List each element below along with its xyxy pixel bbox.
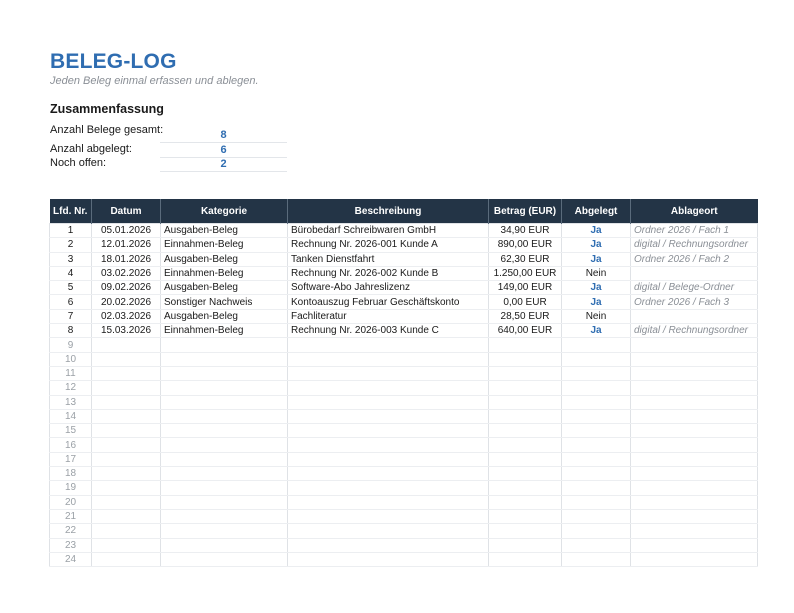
cell-ablageort[interactable] [631,338,758,352]
cell-ablageort[interactable]: digital / Belege-Ordner [631,281,758,295]
cell-abgelegt[interactable] [562,481,631,495]
cell-ablageort[interactable] [631,524,758,538]
table-row-empty [50,538,758,552]
cell-nr[interactable]: 11 [50,366,92,380]
cell-beschreibung[interactable] [288,552,489,566]
cell-nr[interactable]: 9 [50,338,92,352]
summary-row-total [50,124,287,141]
cell-beschreibung[interactable]: Fachliteratur [288,309,489,323]
cell-betrag[interactable]: 1.250,00 EUR [489,266,562,280]
cell-ablageort[interactable] [631,438,758,452]
summary-label: Noch offen: [50,157,107,169]
cell-nr[interactable]: 21 [50,509,92,523]
cell-nr[interactable]: 2 [50,238,92,252]
table-row [50,324,758,338]
cell-datum[interactable] [92,424,161,438]
cell-datum[interactable]: 15.03.2026 [92,324,161,338]
cell-abgelegt[interactable] [562,395,631,409]
cell-kategorie[interactable]: Ausgaben-Beleg [161,252,288,266]
cell-kategorie[interactable]: Einnahmen-Beleg [161,238,288,252]
cell-beschreibung[interactable] [288,366,489,380]
table-row [50,252,758,266]
cell-beschreibung[interactable] [288,409,489,423]
cell-betrag[interactable] [489,424,562,438]
cell-kategorie[interactable] [161,381,288,395]
cell-abgelegt[interactable]: Ja [562,252,631,266]
cell-betrag[interactable]: 62,30 EUR [489,252,562,266]
cell-kategorie[interactable] [161,366,288,380]
cell-betrag[interactable] [489,467,562,481]
cell-nr[interactable]: 15 [50,424,92,438]
cell-abgelegt[interactable] [562,467,631,481]
column-header-ablageort[interactable]: Ablageort [631,199,758,224]
cell-betrag[interactable]: 640,00 EUR [489,324,562,338]
column-header-beschreibung[interactable]: Beschreibung [288,199,489,224]
table-row [50,281,758,295]
cell-betrag[interactable] [489,524,562,538]
table-row [50,238,758,252]
cell-kategorie[interactable] [161,495,288,509]
cell-datum[interactable] [92,381,161,395]
cell-ablageort[interactable] [631,495,758,509]
cell-beschreibung[interactable] [288,538,489,552]
cell-ablageort[interactable] [631,509,758,523]
cell-abgelegt[interactable] [562,366,631,380]
cell-betrag[interactable]: 149,00 EUR [489,281,562,295]
cell-ablageort[interactable] [631,409,758,423]
table-row-empty [50,495,758,509]
cell-ablageort[interactable] [631,352,758,366]
cell-kategorie[interactable]: Ausgaben-Beleg [161,281,288,295]
cell-datum[interactable] [92,481,161,495]
cell-betrag[interactable] [489,352,562,366]
cell-datum[interactable]: 09.02.2026 [92,281,161,295]
cell-ablageort[interactable] [631,552,758,566]
table-row-empty [50,438,758,452]
cell-betrag[interactable]: 0,00 EUR [489,295,562,309]
cell-beschreibung[interactable] [288,424,489,438]
cell-kategorie[interactable] [161,452,288,466]
cell-ablageort[interactable] [631,266,758,280]
cell-abgelegt[interactable]: Nein [562,266,631,280]
cell-betrag[interactable] [489,381,562,395]
cell-datum[interactable]: 20.02.2026 [92,295,161,309]
table-row-empty [50,524,758,538]
cell-beschreibung[interactable]: Rechnung Nr. 2026-001 Kunde A [288,238,489,252]
cell-nr[interactable]: 23 [50,538,92,552]
cell-ablageort[interactable] [631,309,758,323]
cell-datum[interactable] [92,338,161,352]
cell-ablageort[interactable] [631,381,758,395]
cell-datum[interactable]: 03.02.2026 [92,266,161,280]
cell-nr[interactable]: 16 [50,438,92,452]
cell-betrag[interactable] [489,538,562,552]
table-row-empty [50,395,758,409]
cell-nr[interactable]: 6 [50,295,92,309]
cell-kategorie[interactable]: Ausgaben-Beleg [161,224,288,238]
cell-datum[interactable] [92,495,161,509]
cell-betrag[interactable] [489,509,562,523]
cell-kategorie[interactable]: Sonstiger Nachweis [161,295,288,309]
summary-row-filed [50,143,287,157]
cell-betrag[interactable] [489,552,562,566]
table-row-empty [50,338,758,352]
cell-nr[interactable]: 24 [50,552,92,566]
cell-nr[interactable]: 10 [50,352,92,366]
cell-abgelegt[interactable] [562,524,631,538]
cell-ablageort[interactable] [631,452,758,466]
cell-ablageort[interactable]: Ordner 2026 / Fach 2 [631,252,758,266]
cell-datum[interactable]: 12.01.2026 [92,238,161,252]
column-header-betrag[interactable]: Betrag (EUR) [489,199,562,224]
cell-nr[interactable]: 20 [50,495,92,509]
cell-beschreibung[interactable] [288,509,489,523]
column-header-abgelegt[interactable]: Abgelegt [562,199,631,224]
cell-ablageort[interactable]: Ordner 2026 / Fach 1 [631,224,758,238]
cell-betrag[interactable]: 890,00 EUR [489,238,562,252]
cell-kategorie[interactable]: Einnahmen-Beleg [161,324,288,338]
cell-nr[interactable]: 18 [50,467,92,481]
cell-beschreibung[interactable]: Bürobedarf Schreibwaren GmbH [288,224,489,238]
cell-datum[interactable] [92,409,161,423]
cell-beschreibung[interactable]: Rechnung Nr. 2026-003 Kunde C [288,324,489,338]
cell-datum[interactable]: 18.01.2026 [92,252,161,266]
column-header-datum[interactable]: Datum [92,199,161,224]
cell-nr[interactable]: 22 [50,524,92,538]
table-row [50,266,758,280]
cell-beschreibung[interactable] [288,352,489,366]
cell-kategorie[interactable] [161,467,288,481]
cell-kategorie[interactable] [161,352,288,366]
cell-nr[interactable]: 8 [50,324,92,338]
summary-value[interactable]: 2 [160,157,287,172]
cell-nr[interactable]: 7 [50,309,92,323]
table-header-row [50,199,758,224]
receipt-table [49,199,758,567]
cell-ablageort[interactable] [631,481,758,495]
cell-abgelegt[interactable] [562,338,631,352]
cell-kategorie[interactable] [161,509,288,523]
cell-ablageort[interactable] [631,395,758,409]
summary-value[interactable]: 8 [160,128,287,143]
cell-betrag[interactable]: 34,90 EUR [489,224,562,238]
table-row [50,295,758,309]
cell-ablageort[interactable] [631,424,758,438]
cell-beschreibung[interactable] [288,467,489,481]
cell-kategorie[interactable] [161,424,288,438]
cell-betrag[interactable] [489,481,562,495]
cell-abgelegt[interactable] [562,452,631,466]
cell-kategorie[interactable] [161,538,288,552]
cell-abgelegt[interactable]: Ja [562,324,631,338]
cell-kategorie[interactable] [161,395,288,409]
cell-beschreibung[interactable]: Rechnung Nr. 2026-002 Kunde B [288,266,489,280]
cell-datum[interactable] [92,552,161,566]
cell-datum[interactable] [92,509,161,523]
table-row [50,309,758,323]
cell-betrag[interactable] [489,395,562,409]
cell-abgelegt[interactable] [562,409,631,423]
cell-abgelegt[interactable]: Ja [562,238,631,252]
cell-betrag[interactable] [489,338,562,352]
cell-kategorie[interactable] [161,409,288,423]
cell-abgelegt[interactable] [562,495,631,509]
cell-kategorie[interactable] [161,524,288,538]
cell-beschreibung[interactable] [288,495,489,509]
cell-abgelegt[interactable] [562,424,631,438]
cell-nr[interactable]: 13 [50,395,92,409]
column-header-kategorie[interactable]: Kategorie [161,199,288,224]
cell-betrag[interactable] [489,366,562,380]
summary-value[interactable]: 6 [160,143,287,158]
cell-betrag[interactable] [489,495,562,509]
cell-ablageort[interactable] [631,366,758,380]
summary-row-open [50,157,287,171]
summary-label: Anzahl abgelegt: [50,143,132,155]
cell-nr[interactable]: 3 [50,252,92,266]
cell-betrag[interactable]: 28,50 EUR [489,309,562,323]
cell-abgelegt[interactable]: Ja [562,281,631,295]
cell-datum[interactable] [92,352,161,366]
table-row-empty [50,366,758,380]
cell-nr[interactable]: 4 [50,266,92,280]
cell-nr[interactable]: 5 [50,281,92,295]
cell-datum[interactable] [92,395,161,409]
page-subtitle: Jeden Beleg einmal erfassen und ablegen. [50,75,259,87]
cell-nr[interactable]: 12 [50,381,92,395]
cell-datum[interactable]: 05.01.2026 [92,224,161,238]
summary-label: Anzahl Belege gesamt: [50,124,164,136]
cell-betrag[interactable] [489,452,562,466]
page-title: BELEG-LOG [50,50,177,73]
cell-ablageort[interactable] [631,538,758,552]
cell-abgelegt[interactable] [562,538,631,552]
cell-kategorie[interactable] [161,438,288,452]
summary-heading: Zusammenfassung [50,102,164,116]
cell-nr[interactable]: 19 [50,481,92,495]
cell-datum[interactable]: 02.03.2026 [92,309,161,323]
cell-abgelegt[interactable]: Nein [562,309,631,323]
cell-beschreibung[interactable]: Tanken Dienstfahrt [288,252,489,266]
cell-abgelegt[interactable] [562,552,631,566]
cell-datum[interactable] [92,438,161,452]
cell-beschreibung[interactable]: Kontoauszug Februar Geschäftskonto [288,295,489,309]
cell-kategorie[interactable] [161,552,288,566]
cell-abgelegt[interactable]: Ja [562,295,631,309]
cell-kategorie[interactable] [161,481,288,495]
cell-abgelegt[interactable]: Ja [562,224,631,238]
cell-beschreibung[interactable] [288,338,489,352]
cell-betrag[interactable] [489,409,562,423]
cell-abgelegt[interactable] [562,352,631,366]
cell-datum[interactable] [92,524,161,538]
cell-kategorie[interactable] [161,338,288,352]
cell-datum[interactable] [92,452,161,466]
cell-datum[interactable] [92,467,161,481]
cell-nr[interactable]: 14 [50,409,92,423]
cell-ablageort[interactable]: digital / Rechnungsordner [631,324,758,338]
cell-abgelegt[interactable] [562,438,631,452]
table-row-empty [50,352,758,366]
table-row [50,224,758,238]
cell-beschreibung[interactable] [288,395,489,409]
table-row-empty [50,424,758,438]
column-header-nr[interactable]: Lfd. Nr. [50,199,92,224]
cell-kategorie[interactable]: Einnahmen-Beleg [161,266,288,280]
cell-kategorie[interactable]: Ausgaben-Beleg [161,309,288,323]
cell-beschreibung[interactable] [288,381,489,395]
table-row-empty [50,381,758,395]
cell-beschreibung[interactable]: Software-Abo Jahreslizenz [288,281,489,295]
table-row-empty [50,552,758,566]
cell-ablageort[interactable]: digital / Rechnungsordner [631,238,758,252]
cell-abgelegt[interactable] [562,381,631,395]
table-row-empty [50,481,758,495]
table-row-empty [50,509,758,523]
cell-beschreibung[interactable] [288,524,489,538]
table-row-empty [50,409,758,423]
cell-beschreibung[interactable] [288,481,489,495]
cell-ablageort[interactable]: Ordner 2026 / Fach 3 [631,295,758,309]
table-row-empty [50,452,758,466]
cell-beschreibung[interactable] [288,438,489,452]
cell-nr[interactable]: 17 [50,452,92,466]
cell-ablageort[interactable] [631,467,758,481]
cell-datum[interactable] [92,366,161,380]
cell-nr[interactable]: 1 [50,224,92,238]
table-row-empty [50,467,758,481]
cell-betrag[interactable] [489,438,562,452]
cell-abgelegt[interactable] [562,509,631,523]
cell-datum[interactable] [92,538,161,552]
cell-beschreibung[interactable] [288,452,489,466]
